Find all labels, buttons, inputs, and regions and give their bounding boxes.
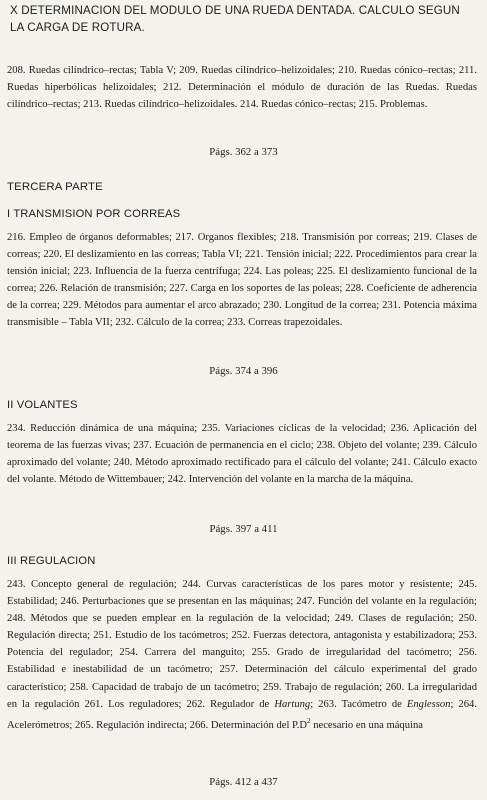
superscript-2: 2 <box>307 716 311 725</box>
chapter-iii-text-d: necesario en una máquina <box>310 719 423 731</box>
chapter-ii-heading: II VOLANTES <box>7 399 78 411</box>
chapter-x-block <box>0 3 487 36</box>
chapter-iii-pages: Págs. 412 a 437 <box>209 776 278 788</box>
chapter-iii-text-b: ; 263. Tacómetro de <box>310 698 407 710</box>
chapter-i-contents: 216. Empleo de órganos deformables; 217. Organos flexibles; 218. Transmisión por correas; 219. Clases de correas; 220. El deslizamiento en las correas; Tabla VI; 221. Tensión inicial; 222. Procedimientos para crear la tensión inicial; 223. Influencia de la fuerza centrífuga; 224. Las poleas; 225. El deslizamiento funcional de la correa; 226. Relación de transmisión; 227. Carga en los soportes de las poleas; 228. Coeficiente de adherencia de la correa; 229. Métodos para aumentar el arco abrazado; 230. Longitud de la correa; 231. Potencia máxima transmisible – Tabla VII; 232. Cálculo de la correa; 233. Correas trapezoidales. <box>7 232 477 329</box>
chapter-i-pages: Págs. 374 a 396 <box>209 365 278 377</box>
chapter-iii-text-c: ; 264. Acelerómetros; 265. Regulación indirecta; 266. Determinación del P.D <box>7 698 477 731</box>
chapter-ii-pages: Págs. 397 a 411 <box>209 523 278 535</box>
part-title: TERCERA PARTE <box>7 181 103 193</box>
chapter-iii-contents <box>0 576 487 734</box>
chapter-x-heading: X DETERMINACION DEL MODULO DE UNA RUEDA DENTADA. CALCULO SEGUN LA CARGA DE ROTURA. <box>10 4 460 34</box>
author-englesson: Englesson <box>406 698 451 710</box>
author-hartung: Hartung <box>274 698 311 710</box>
chapter-x-pages: Págs. 362 a 373 <box>209 146 278 158</box>
chapter-iii-text-a: 243. Concepto general de regulación; 244. Curvas características de los pares motor y resistente; 245. Estabilidad; 246. Perturbaciones que se presentan en las máquinas; 247. Función del volante en la regulación; 248. Métodos que se pueden emplear en la regulación de la velocidad; 249. Clases de regulación; 250. Regulación directa; 251. Estudio de los tacómetros; 252. Fuerzas detectora, antagonista y estabilizadora; 253. Potencia del regulador; 254. Carrera del manguito; 255. Grado de irregularidad del tacómetro; 256. Estabilidad e inestabilidad de un tacómetro; 257. Determinación del cálculo experimental del grado característico; 258. Capacidad de trabajo de un tacómetro; 259. Trabajo de regulación; 260. La irregularidad en la regulación 261. Los reguladores; 262. Regulador de <box>7 579 477 710</box>
chapter-x-contents: 208. Ruedas cilíndrico–rectas; Tabla V; 209. Ruedas cilíndrico–helizoidales; 210. Ruedas cónico–rectas; 211. Ruedas hiperbólicas helizoidales; 212. Determinación el módulo de duración de las Ruedas. Ruedas cilíndrico–rectas; 213. Ruedas cilíndrico–helizoidales. 214. Ruedas cónico–rectas; 215. Problemas. <box>7 65 477 111</box>
chapter-i-heading: I TRANSMISION POR CORREAS <box>7 208 181 220</box>
chapter-ii-contents: 234. Reducción dinámica de una máquina; 235. Variaciones cíclicas de la velocidad; 236. Aplicación del teorema de las fuerzas vivas; 237. Ecuación de permanencia en el ciclo; 238. Objeto del volante; 239. Cálculo aproximado del volante; 240. Método aproximado rectificado para el cálculo del volante; 241. Cálculo exacto del volante. Método de Wittembauer; 242. Intervención del volante en la marcha de la máquina. <box>7 423 477 486</box>
chapter-iii-heading: III REGULACION <box>7 555 96 567</box>
